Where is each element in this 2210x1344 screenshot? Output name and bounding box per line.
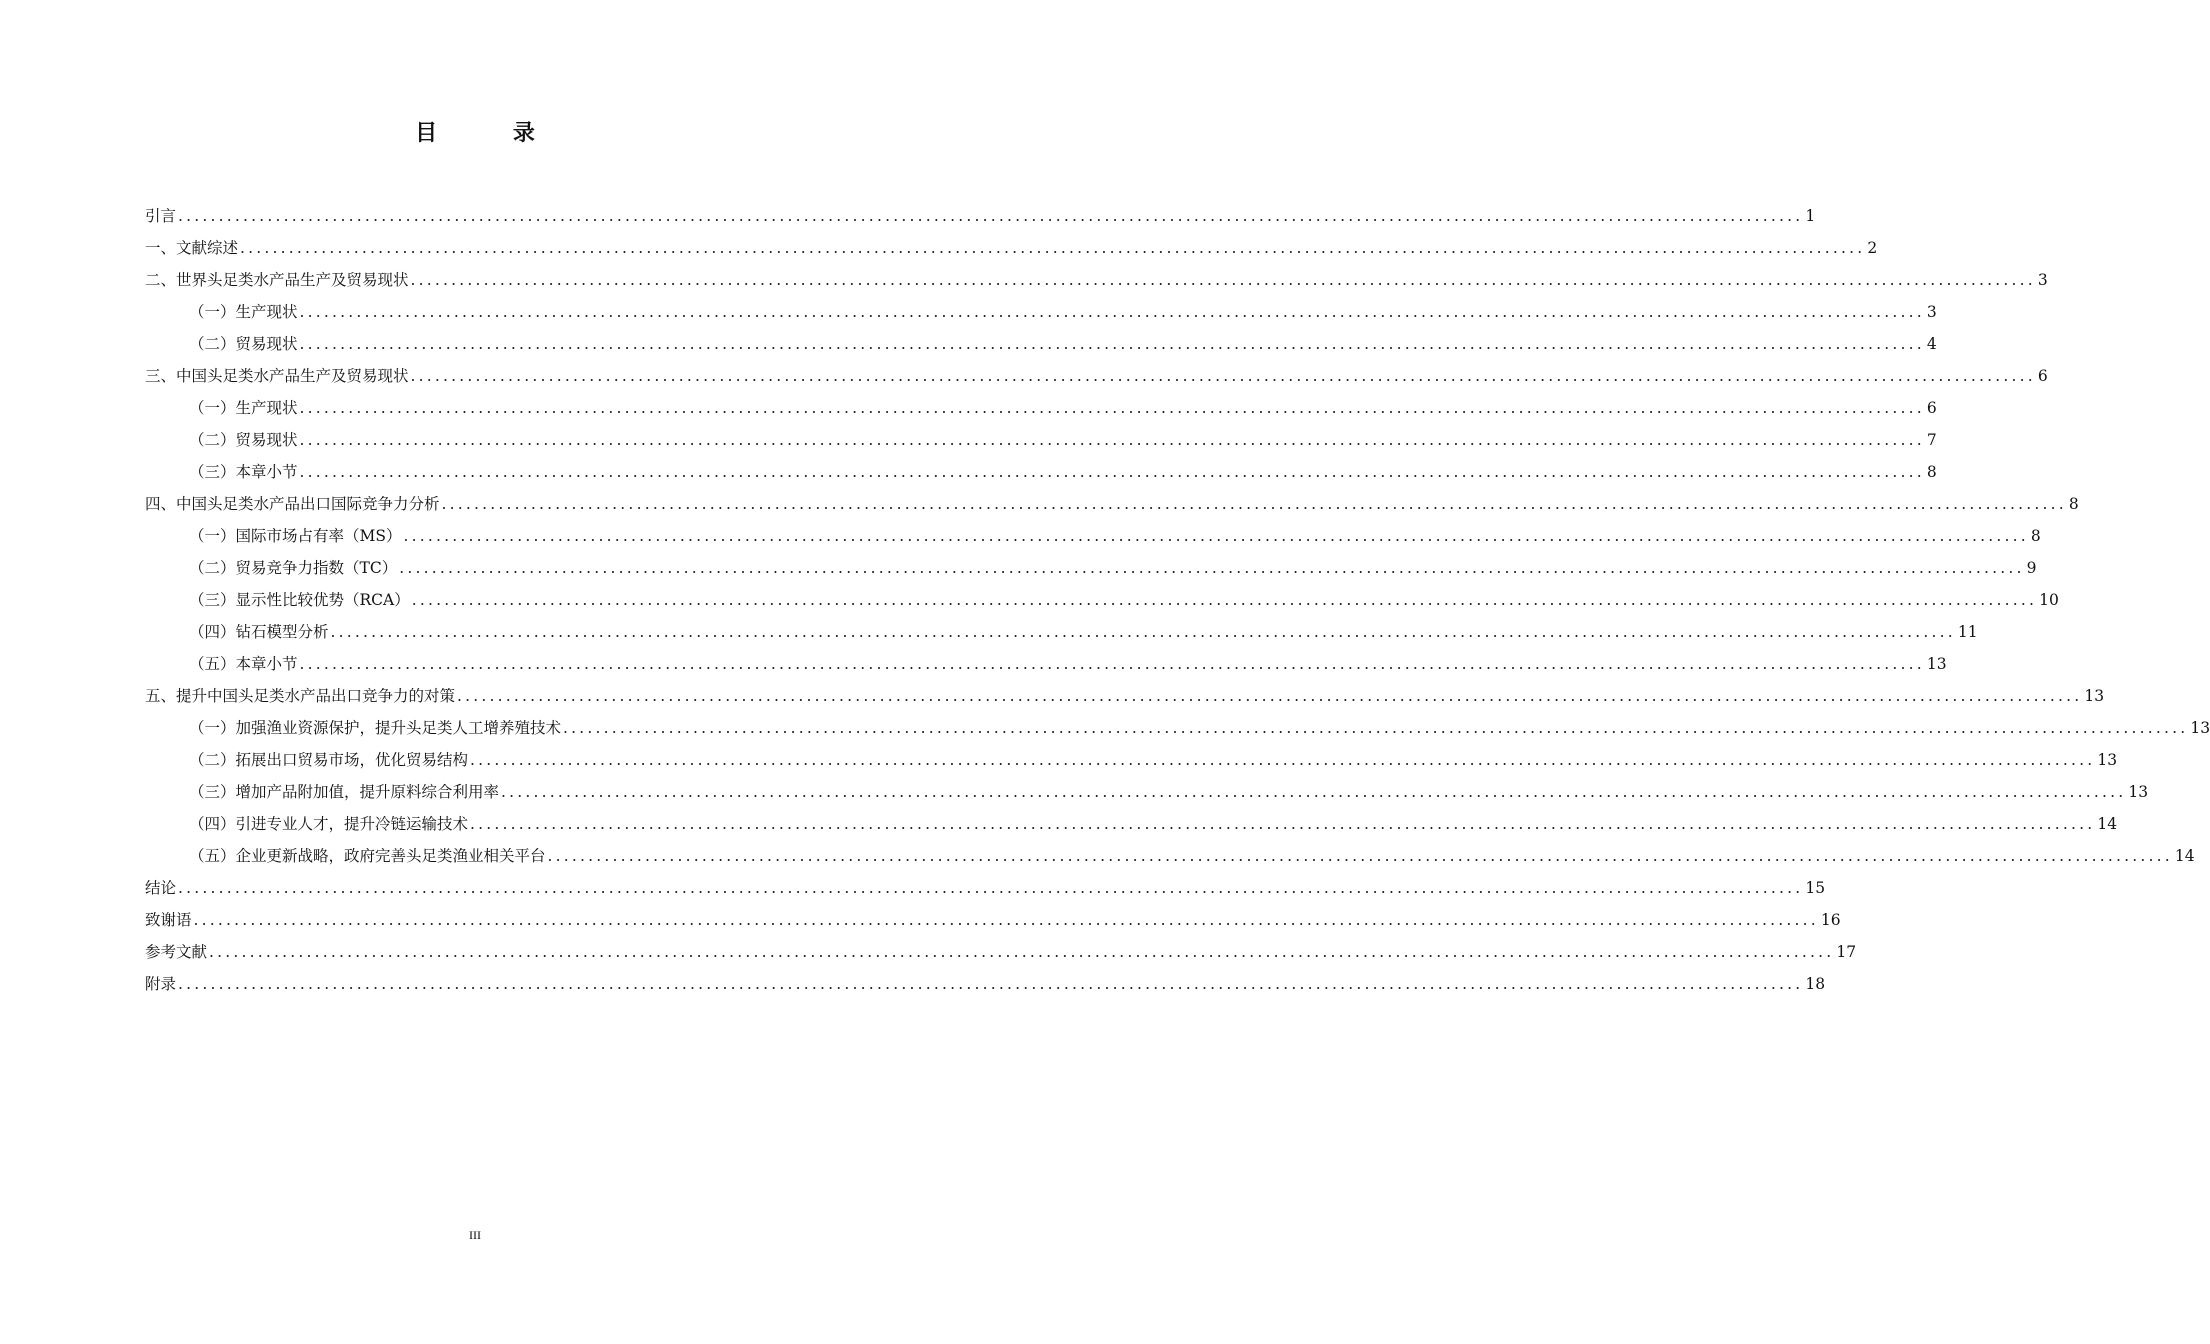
toc-entry-page-number: 3: [1926, 303, 1937, 321]
page-number: III: [469, 1228, 481, 1242]
toc-entry-page-number: 8: [1926, 463, 1937, 481]
toc-entry-label: 二、世界头足类水产品生产及贸易现状: [145, 271, 409, 289]
toc-entry-page-number: 16: [1820, 911, 1841, 929]
toc-entry[interactable]: [145, 680, 2105, 712]
toc-dot-leader: ........................................................................................................................................................................................................: [299, 655, 1925, 673]
toc-entry-label: 参考文献: [145, 943, 208, 961]
toc-entry-label: 致谢语: [145, 911, 192, 929]
toc-entry-page-number: 4: [1926, 335, 1937, 353]
toc-dot-leader: ........................................................................................................................................................................................................: [399, 559, 2025, 577]
toc-entry-label: （四）钻石模型分析: [189, 623, 329, 641]
toc-dot-leader: ........................................................................................................................................................................................................: [330, 623, 1956, 641]
toc-entry-label: 三、中国头足类水产品生产及贸易现状: [145, 367, 409, 385]
toc-entry[interactable]: [145, 520, 2041, 552]
toc-dot-leader: ........................................................................................................................................................................................................: [299, 463, 1925, 481]
toc-entry-page-number: 18: [1805, 975, 1826, 993]
toc-entry-label: 五、提升中国头足类水产品出口竞争力的对策: [145, 687, 456, 705]
toc-dot-leader: ........................................................................................................................................................................................................: [457, 687, 2083, 705]
toc-entry-label: （一）国际市场占有率（MS）: [189, 527, 402, 545]
toc-entry-label: （一）生产现状: [189, 399, 298, 417]
toc-entry[interactable]: [145, 616, 1978, 648]
table-of-contents: [145, 200, 2210, 1000]
toc-entry-page-number: 13: [2128, 783, 2149, 801]
toc-entry-page-number: 7: [1926, 431, 1937, 449]
toc-dot-leader: ........................................................................................................................................................................................................: [410, 367, 2036, 385]
toc-entry-label: （五）本章小节: [189, 655, 298, 673]
toc-entry-page-number: 6: [1926, 399, 1937, 417]
toc-entry[interactable]: [145, 328, 1937, 360]
toc-entry[interactable]: [145, 296, 1937, 328]
toc-entry[interactable]: [145, 808, 2118, 840]
toc-entry[interactable]: [145, 360, 2048, 392]
toc-entry[interactable]: [145, 424, 1937, 456]
toc-entry-page-number: 13: [2084, 687, 2105, 705]
page-title: 目 录: [415, 121, 569, 146]
toc-dot-leader: ........................................................................................................................................................................................................: [470, 751, 2096, 769]
toc-entry-label: （一）加强渔业资源保护，提升头足类人工增养殖技术: [189, 719, 562, 737]
toc-entry-label: （二）贸易现状: [189, 431, 298, 449]
toc-entry[interactable]: [145, 648, 1947, 680]
toc-entry-page-number: 14: [2097, 815, 2118, 833]
toc-entry[interactable]: [145, 552, 2037, 584]
toc-entry-page-number: 8: [2068, 495, 2079, 513]
toc-entry-page-number: 6: [2037, 367, 2048, 385]
toc-entry[interactable]: [145, 264, 2048, 296]
toc-entry-label: （三）显示性比较优势（RCA）: [189, 591, 410, 609]
toc-dot-leader: ........................................................................................................................................................................................................: [563, 719, 2189, 737]
toc-entry-page-number: 9: [2026, 559, 2037, 577]
toc-entry-label: （二）贸易现状: [189, 335, 298, 353]
toc-dot-leader: ........................................................................................................................................................................................................: [178, 207, 1804, 225]
toc-entry[interactable]: [145, 200, 1816, 232]
toc-entry-label: 附录: [145, 975, 177, 993]
toc-entry[interactable]: [145, 392, 1937, 424]
toc-entry[interactable]: [145, 904, 1841, 936]
toc-entry[interactable]: [145, 744, 2118, 776]
toc-entry[interactable]: [145, 936, 1857, 968]
toc-entry-page-number: 1: [1805, 207, 1816, 225]
toc-entry-page-number: 11: [1957, 623, 1978, 641]
toc-dot-leader: ........................................................................................................................................................................................................: [441, 495, 2067, 513]
toc-entry-page-number: 13: [2097, 751, 2118, 769]
toc-dot-leader: ........................................................................................................................................................................................................: [411, 591, 2038, 609]
toc-entry-label: （三）本章小节: [189, 463, 298, 481]
toc-dot-leader: ........................................................................................................................................................................................................: [410, 271, 2036, 289]
toc-entry-label: （一）生产现状: [189, 303, 298, 321]
toc-entry[interactable]: [145, 584, 2059, 616]
toc-entry-label: 结论: [145, 879, 177, 897]
toc-dot-leader: ........................................................................................................................................................................................................: [299, 335, 1925, 353]
toc-entry-label: （二）贸易竞争力指数（TC）: [189, 559, 398, 577]
toc-entry-page-number: 3: [2037, 271, 2048, 289]
toc-entry-page-number: 8: [2030, 527, 2041, 545]
toc-entry-page-number: 14: [2174, 847, 2195, 865]
toc-entry-label: （五）企业更新战略，政府完善头足类渔业相关平台: [189, 847, 546, 865]
toc-entry-page-number: 13: [1926, 655, 1947, 673]
toc-dot-leader: ........................................................................................................................................................................................................: [299, 303, 1925, 321]
toc-entry-page-number: 17: [1836, 943, 1857, 961]
toc-dot-leader: ........................................................................................................................................................................................................: [240, 239, 1866, 257]
toc-entry[interactable]: [145, 232, 1878, 264]
toc-entry-label: 四、中国头足类水产品出口国际竞争力分析: [145, 495, 440, 513]
toc-dot-leader: ........................................................................................................................................................................................................: [403, 527, 2029, 545]
toc-dot-leader: ........................................................................................................................................................................................................: [178, 879, 1804, 897]
toc-entry[interactable]: [145, 456, 1937, 488]
toc-entry-label: （四）引进专业人才，提升冷链运输技术: [189, 815, 469, 833]
toc-entry[interactable]: [145, 776, 2149, 808]
toc-entry-page-number: 2: [1867, 239, 1878, 257]
toc-dot-leader: ........................................................................................................................................................................................................: [209, 943, 1835, 961]
toc-entry-label: （三）增加产品附加值，提升原料综合利用率: [189, 783, 500, 801]
toc-dot-leader: ........................................................................................................................................................................................................: [547, 847, 2173, 865]
toc-dot-leader: ........................................................................................................................................................................................................: [501, 783, 2127, 801]
toc-entry-label: 引言: [145, 207, 177, 225]
toc-dot-leader: ........................................................................................................................................................................................................: [470, 815, 2096, 833]
toc-entry[interactable]: [145, 488, 2079, 520]
toc-entry[interactable]: [145, 840, 2195, 872]
toc-entry-label: 一、文献综述: [145, 239, 239, 257]
toc-entry-label: （二）拓展出口贸易市场，优化贸易结构: [189, 751, 469, 769]
toc-entry[interactable]: [145, 872, 1826, 904]
toc-entry-page-number: 10: [2039, 591, 2059, 609]
toc-entry-page-number: 15: [1805, 879, 1826, 897]
toc-dot-leader: ........................................................................................................................................................................................................: [193, 911, 1819, 929]
toc-dot-leader: ........................................................................................................................................................................................................: [178, 975, 1804, 993]
toc-dot-leader: ........................................................................................................................................................................................................: [299, 431, 1925, 449]
toc-entry[interactable]: [145, 968, 1826, 1000]
toc-entry-page-number: 13: [2190, 719, 2210, 737]
toc-dot-leader: ........................................................................................................................................................................................................: [299, 399, 1925, 417]
toc-entry[interactable]: [145, 712, 2210, 744]
